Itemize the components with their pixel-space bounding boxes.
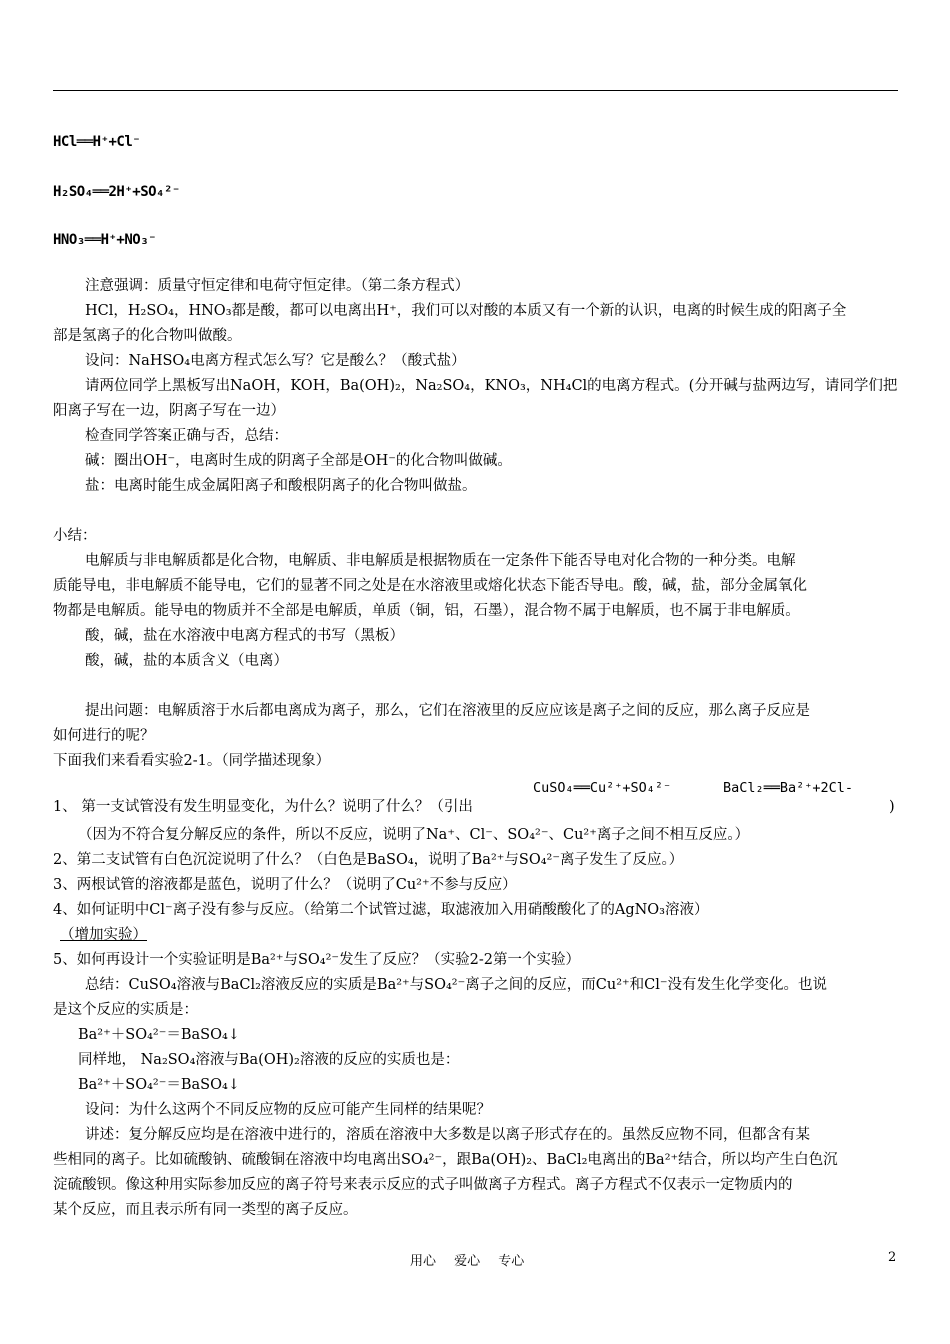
text-line: 淀硫酸钡。像这种用实际参加反应的离子符号来表示反应的式子叫做离子方程式。离子方程式不仅表示一定物质内的: [53, 1177, 793, 1193]
equation-bacl2: BaCl₂══Ba²⁺+2Cl-: [723, 780, 854, 796]
text-line: 质能导电，非电解质不能导电，它们的显著不同之处是在水溶液里或熔化状态下能否导电。酸，碱，盐，部分金属氧化: [53, 578, 807, 594]
text-line: 检查同学答案正确与否，总结：: [85, 428, 288, 444]
text-line: 同样地， Na₂SO₄溶液与Ba(OH)₂溶液的反应的实质也是：: [78, 1052, 460, 1068]
page-number: 2: [888, 1250, 897, 1265]
header-rule: [53, 90, 898, 91]
text-line: 讲述：复分解反应均是在溶液中进行的，溶质在溶液中大多数是以离子形式存在的。虽然反应物不同，但都含有某: [85, 1127, 810, 1143]
closing-paren: ): [889, 799, 895, 815]
text-line: 物都是电解质。能导电的物质并不全部是电解质，单质（铜，铝，石墨），混合物不属于电解质，也不属于非电解质。: [53, 603, 800, 619]
text-line: 酸，碱，盐的本质含义（电离）: [85, 653, 288, 669]
text-line: 请两位同学上黑板写出NaOH，KOH，Ba(OH)₂，Na₂SO₄，KNO₃，NH₄Cl的电离方程式。(分开碱与盐两边写，请同学们把: [85, 378, 898, 394]
text-line: 如何进行的呢？: [53, 728, 155, 744]
text-line: 电解质与非电解质都是化合物，电解质、非电解质是根据物质在一定条件下能否导电对化合物的一种分类。电解: [85, 553, 796, 569]
equation-cuso4: CuSO₄══Cu²⁺+SO₄²⁻: [533, 780, 672, 796]
added-experiment-note: （增加实验）: [60, 927, 147, 943]
text-line: HCl，H₂SO₄，HNO₃都是酸，都可以电离出H⁺，我们可以对酸的本质又有一个新的认识，电离的时候生成的阳离子全: [85, 303, 847, 319]
text-line: 设问：NaHSO₄电离方程式怎么写？它是酸么？（酸式盐）: [85, 353, 466, 369]
text-line: 阳离子写在一边，阴离子写在一边）: [53, 403, 285, 419]
equation-hcl: HCl══H⁺+Cl⁻: [53, 134, 141, 150]
text-line: 1、 第一支试管没有发生明显变化，为什么？说明了什么？（引出: [53, 799, 473, 815]
ionic-equation: Ba²⁺＋SO₄²⁻＝BaSO₄↓: [78, 1027, 240, 1043]
text-line: 是这个反应的实质是：: [53, 1002, 198, 1018]
text-line: 部是氢离子的化合物叫做酸。: [53, 328, 242, 344]
text-line: （因为不符合复分解反应的条件，所以不反应，说明了Na⁺、Cl⁻、SO₄²⁻、Cu²⁺离子之间不相互反应。）: [78, 827, 750, 843]
text-line: 酸，碱，盐在水溶液中电离方程式的书写（黑板）: [85, 628, 404, 644]
text-line: 2、第二支试管有白色沉淀说明了什么？（白色是BaSO₄，说明了Ba²⁺与SO₄²⁻离子发生了反应。）: [53, 852, 684, 868]
text-line: 些相同的离子。比如硫酸钠、硫酸铜在溶液中均电离出SO₄²⁻，跟Ba(OH)₂、BaCl₂电离出的Ba²⁺结合，所以均产生白色沉: [53, 1152, 838, 1168]
text-line: 3、两根试管的溶液都是蓝色，说明了什么？（说明了Cu²⁺不参与反应）: [53, 877, 517, 893]
text-line: 盐：电离时能生成金属阳离子和酸根阴离子的化合物叫做盐。: [85, 478, 477, 494]
text-line: 设问：为什么这两个不同反应物的反应可能产生同样的结果呢？: [85, 1102, 491, 1118]
ionic-equation: Ba²⁺＋SO₄²⁻＝BaSO₄↓: [78, 1077, 240, 1093]
equation-h2so4: H₂SO₄══2H⁺+SO₄²⁻: [53, 184, 180, 200]
text-line: 提出问题：电解质溶于水后都电离成为离子，那么，它们在溶液里的反应应该是离子之间的反应，那么离子反应是: [85, 703, 810, 719]
text-line: 5、如何再设计一个实验证明是Ba²⁺与SO₄²⁻发生了反应？（实验2-2第一个实验）: [53, 952, 580, 968]
text-line: 碱：圈出OH⁻，电离时生成的阴离子全部是OH⁻的化合物叫做碱。: [85, 453, 512, 469]
text-line: 4、如何证明中Cl⁻离子没有参与反应。（给第二个试管过滤，取滤液加入用硝酸酸化了的AgNO₃溶液）: [53, 902, 709, 918]
text-line: 注意强调：质量守恒定律和电荷守恒定律。（第二条方程式）: [85, 278, 470, 294]
page-footer: 用心 爱心 专心: [410, 1254, 525, 1269]
text-line: 总结：CuSO₄溶液与BaCl₂溶液反应的实质是Ba²⁺与SO₄²⁻离子之间的反应，而Cu²⁺和Cl⁻没有发生化学变化。也说: [85, 977, 828, 993]
text-line: 下面我们来看看实验2-1。（同学描述现象）: [53, 753, 331, 769]
text-line: 某个反应，而且表示所有同一类型的离子反应。: [53, 1202, 358, 1218]
summary-heading: 小结：: [53, 528, 97, 544]
equation-hno3: HNO₃══H⁺+NO₃⁻: [53, 232, 157, 248]
